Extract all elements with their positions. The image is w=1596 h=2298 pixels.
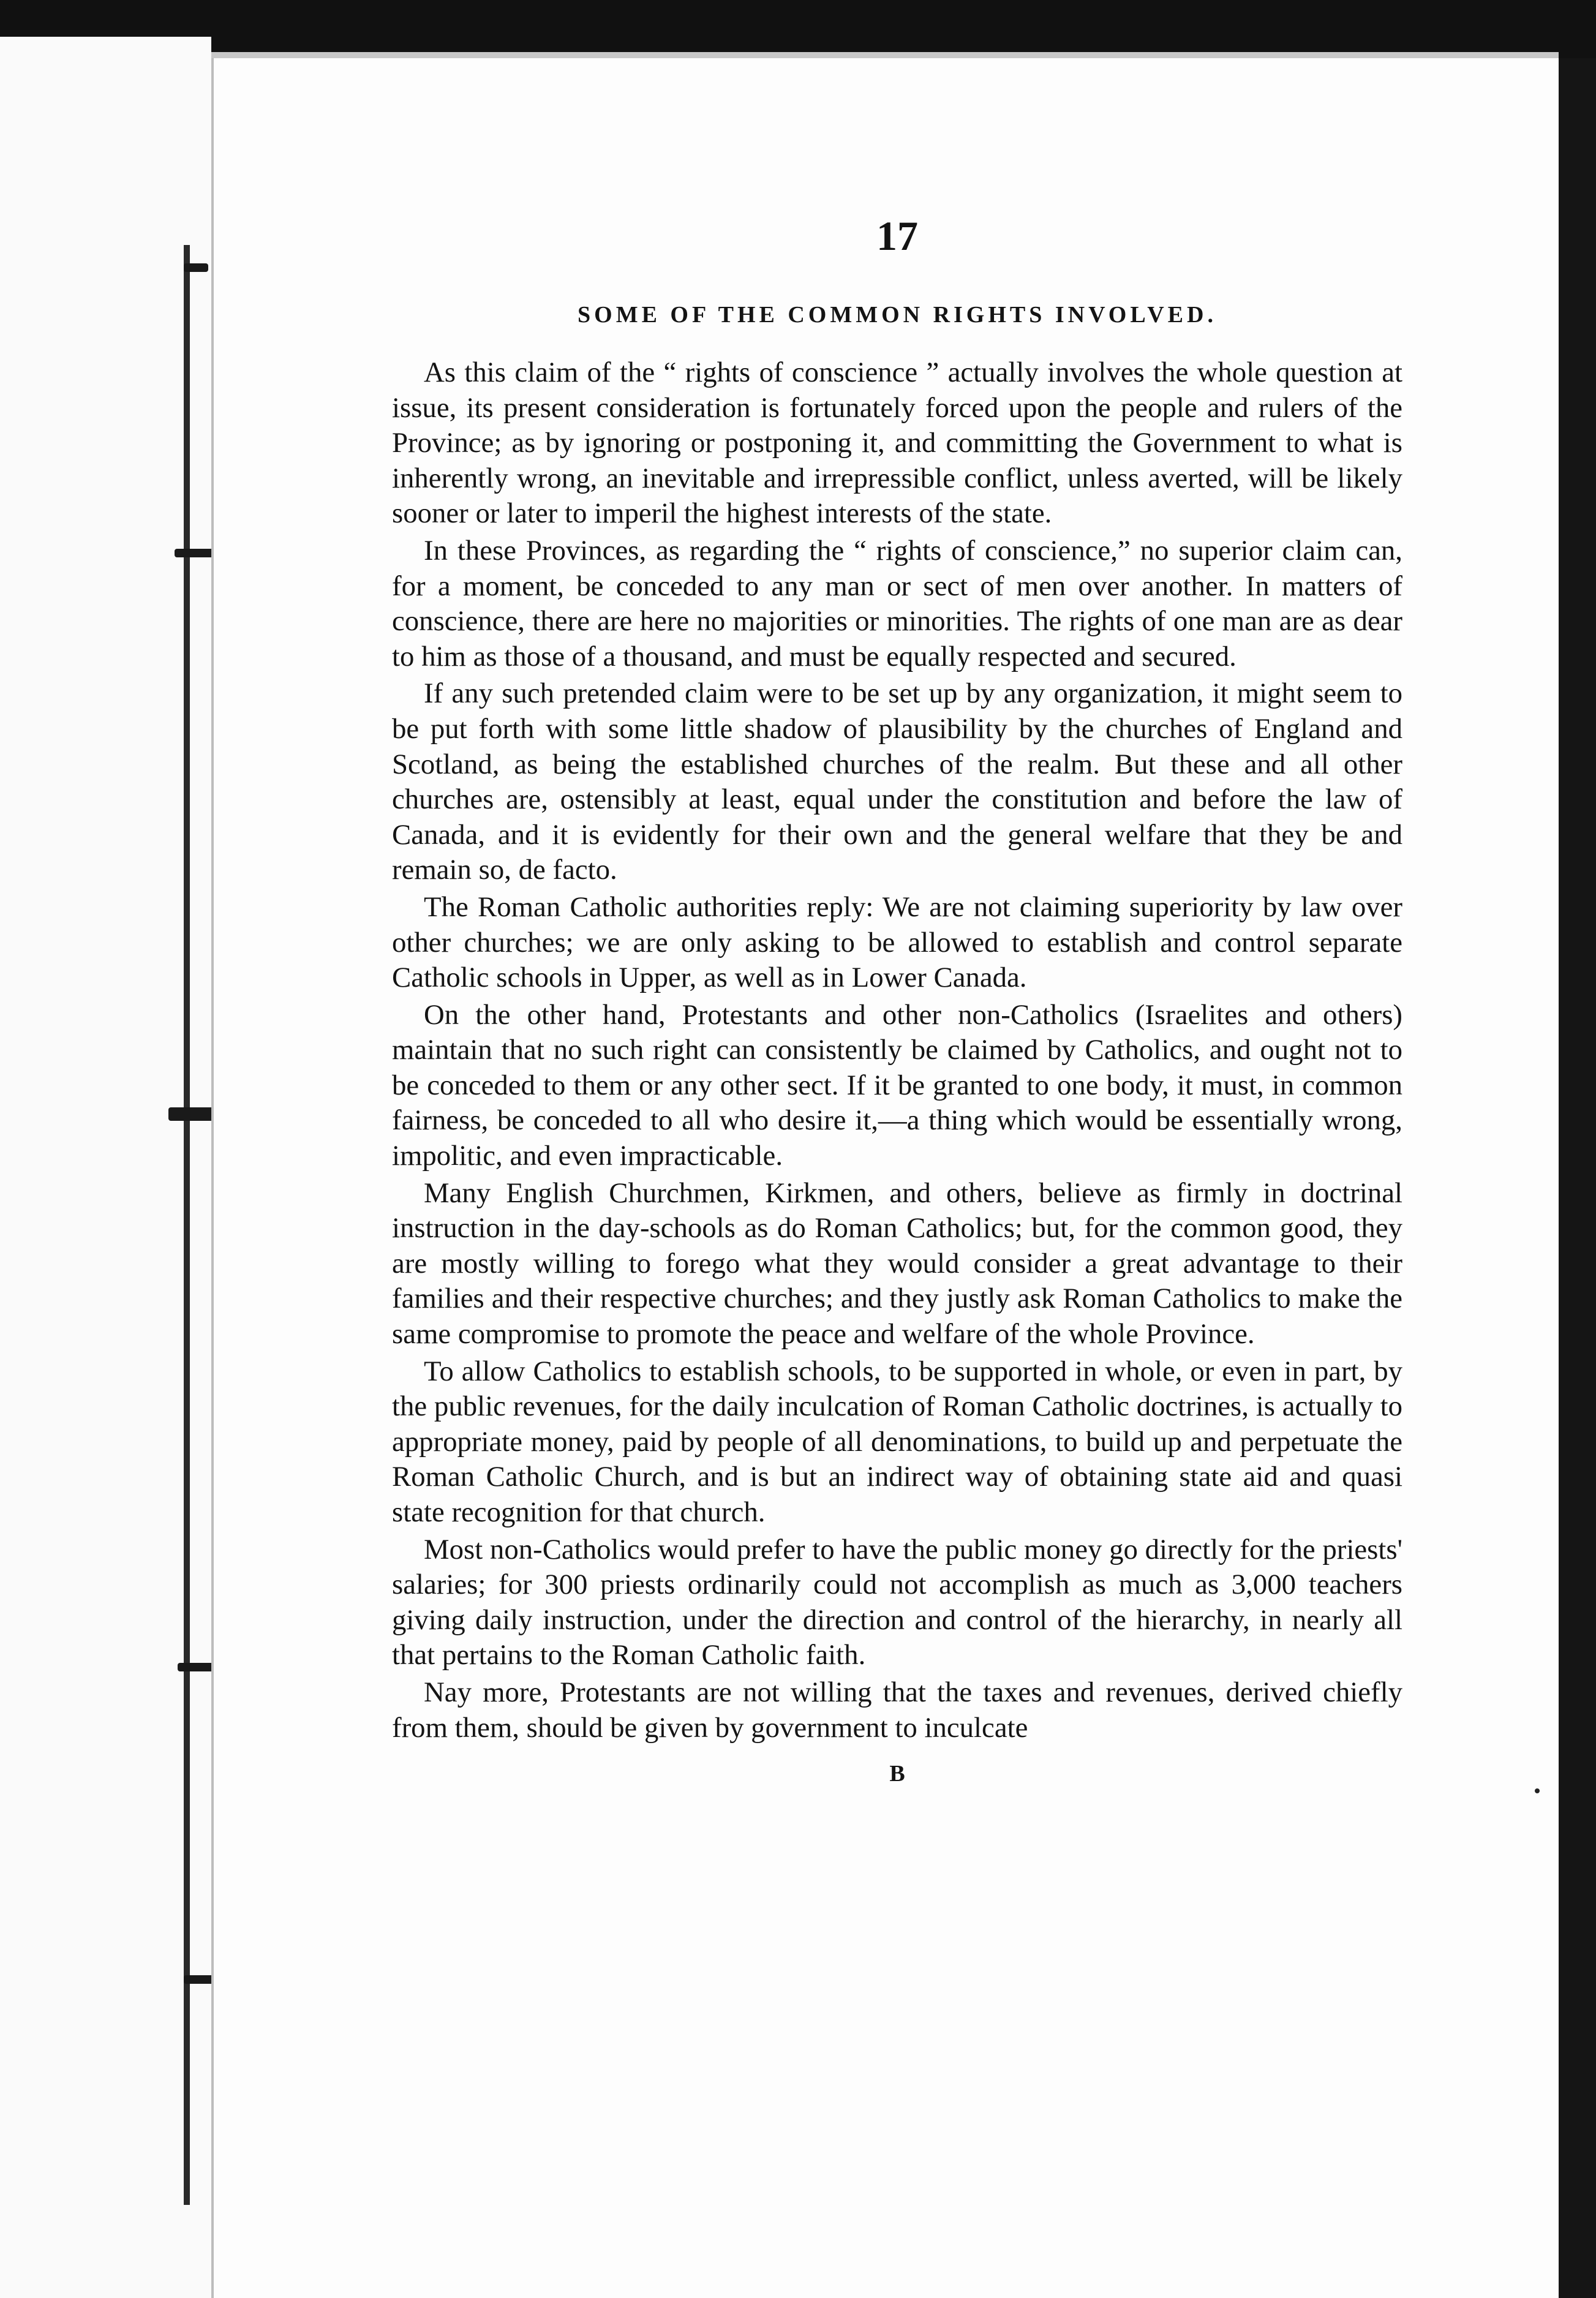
page-edge-shadow <box>1559 58 1596 2298</box>
page-content <box>392 208 1402 1787</box>
paragraph: The Roman Catholic authorities reply: We are not claiming superiority by law over other churches; we are only asking to be allowed to establish and control separate Catholic schools in Upper, as well as in Lower Canada. <box>392 891 1402 994</box>
binding-thread <box>184 245 190 2205</box>
paragraph: Most non-Catholics would prefer to have the public money go directly for the priests' salaries; for 300 priests ordinarily could not accomplish as much as 3,000 teachers giving daily instruction, under the direction and control of the hierarchy, in nearly all that pertains to the Roman Catholic faith. <box>392 1533 1402 1671</box>
signature-mark: B <box>889 1761 905 1787</box>
ink-speck <box>1535 1788 1540 1793</box>
section-heading: SOME OF THE COMMON RIGHTS INVOLVED. <box>578 302 1217 328</box>
paragraph: Nay more, Protestants are not willing that the taxes and revenues, derived chiefly from them, should be given by government to inculcate <box>392 1676 1402 1744</box>
paragraph: Many English Churchmen, Kirkmen, and others, believe as firmly in doctrinal instruction in the day-schools as do Roman Catholics; but, for the common good, they are mostly willing to forego what they would consider a great advantage to their families and their respective churches; and they justly ask Roman Catholics to make the same compromise to promote the peace and welfare of the whole Province. <box>392 1177 1402 1351</box>
paragraph: In these Provinces, as regarding the “ rights of conscience,” no superior claim can, for a moment, be conceded to any man or sect of men over another. In matters of conscience, there are here no majorities or minorities. The rights of one man are as dear to him as those of a thousand, and must be equally respected and secured. <box>392 534 1402 672</box>
paragraph: To allow Catholics to establish schools, to be supported in whole, or even in part, by the public revenues, for the daily inculcation of Roman Catholic doctrines, is actually to appropriate money, paid by people of all denominations, to build up and perpetuate the Roman Catholic Church, and is but an indirect way of obtaining state aid and quasi state recognition for that church. <box>392 1355 1402 1528</box>
binding-stitch <box>184 1975 214 1984</box>
page-number: 17 <box>876 213 918 259</box>
binding-stitch <box>178 1663 214 1671</box>
paragraph: As this claim of the “ rights of conscience ” actually involves the whole question at issue, its present consideration is fortunately forced upon the people and rulers of the Province; as by ignoring or postponing it, and committing the Government to what is inherently wrong, an inevitable and irrepressible conflict, unless averted, will be likely sooner or later to imperil the highest interests of the state. <box>392 356 1402 530</box>
binding-stitch <box>184 263 208 272</box>
paragraph: On the other hand, Protestants and other non-Catholics (Israelites and others) maintain that no such right can consistently be claimed by Catholics, and ought not to be conceded to them or any other sect. If it be granted to one body, it must, in common fairness, be conceded to all who desire it,—a thing which would be essentially wrong, impolitic, and even impracticable. <box>392 998 1402 1172</box>
paragraph: If any such pretended claim were to be set up by any organization, it might seem to be put forth with some little shadow of plausibility by the churches of England and Scotland, as being the established churches of the realm. But these and all other churches are, ostensibly at least, equal under the constitution and before the law of Canada, and it is evidently for their own and the general welfare that they be and remain so, de facto. <box>392 677 1402 886</box>
left-page-margin <box>0 37 211 2298</box>
